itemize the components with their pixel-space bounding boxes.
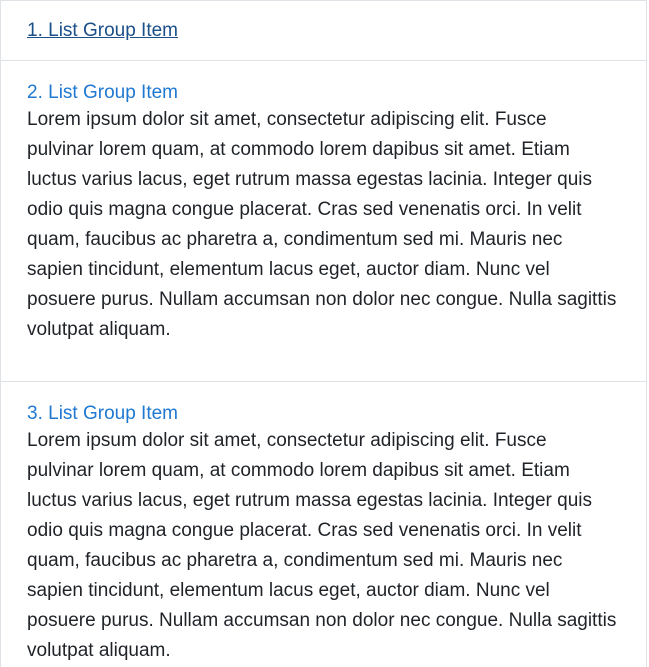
list-item-1[interactable] <box>1 1 646 61</box>
list-item-title-3[interactable]: 3. List Group Item <box>27 403 179 424</box>
list-item-3[interactable] <box>1 382 646 667</box>
list-item-title-2[interactable]: 2. List Group Item <box>27 82 179 103</box>
list-item-2[interactable] <box>1 61 646 382</box>
list-item-body-2: Lorem ipsum dolor sit amet, consectetur adipiscing elit. Fusce pulvinar lorem quam, at commodo lorem dapibus sit amet. Etiam luctus varius lacus, eget rutrum massa egestas lacinia. Integer quis odio quis magna congue placerat. Cras sed venenatis orci. In velit quam, faucibus ac pharetra a, condimentum sed mi. Mauris nec sapien tincidunt, elementum lacus eget, auctor diam. Nunc vel posuere purus. Nullam accumsan non dolor nec congue. Nulla sagittis volutpat aliquam. <box>27 109 617 340</box>
list-item-title-1[interactable]: 1. List Group Item <box>27 20 179 41</box>
list-item-body-3: Lorem ipsum dolor sit amet, consectetur adipiscing elit. Fusce pulvinar lorem quam, at commodo lorem dapibus sit amet. Etiam luctus varius lacus, eget rutrum massa egestas lacinia. Integer quis odio quis magna congue placerat. Cras sed venenatis orci. In velit quam, faucibus ac pharetra a, condimentum sed mi. Mauris nec sapien tincidunt, elementum lacus eget, auctor diam. Nunc vel posuere purus. Nullam accumsan non dolor nec congue. Nulla sagittis volutpat aliquam. <box>27 430 617 661</box>
